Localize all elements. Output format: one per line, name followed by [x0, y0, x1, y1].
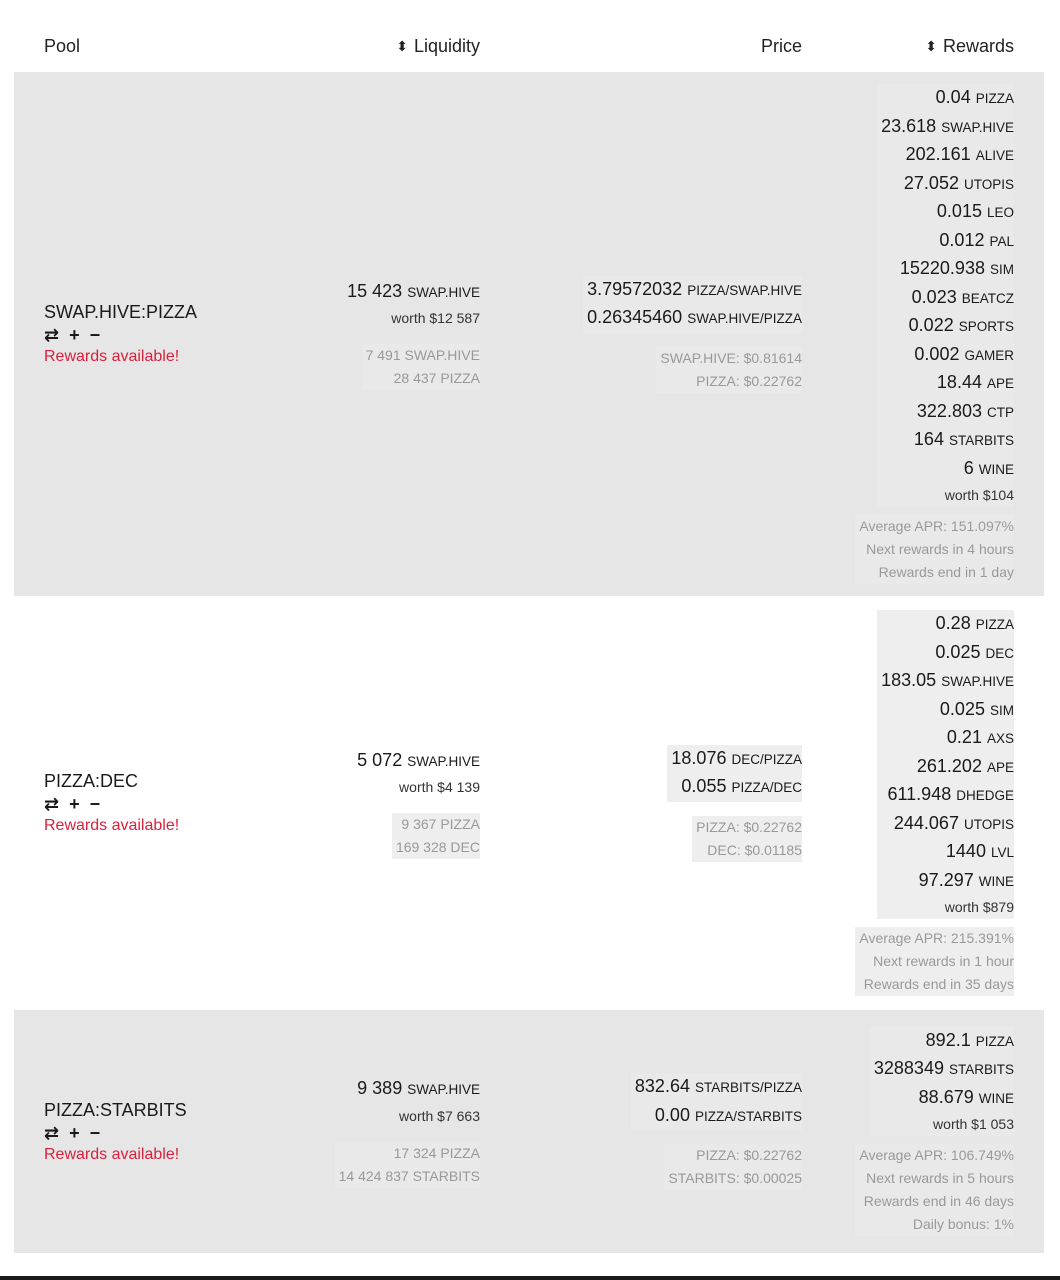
reward-symbol: UTOPIS — [963, 176, 1014, 192]
reward-amount: 892.1 — [925, 1029, 971, 1050]
rewards-list — [877, 610, 1014, 919]
price-pair: DEC/PIZZA — [731, 751, 802, 767]
price-value: 0.055 — [681, 776, 727, 796]
reward-item — [881, 455, 1014, 484]
reward-amount: 6 — [963, 457, 974, 478]
reward-symbol: SWAP.HIVE — [941, 119, 1014, 135]
footer-divider — [0, 1276, 1060, 1280]
reward-amount: 611.948 — [887, 784, 952, 804]
header-liquidity-label: Liquidity — [413, 36, 480, 56]
rewards-worth: worth $879 — [944, 899, 1014, 915]
rewards-info — [855, 515, 1014, 584]
reward-item — [881, 867, 1014, 896]
reward-amount: 0.025 — [935, 641, 981, 662]
reward-item — [881, 838, 1014, 867]
reward-amount: 0.022 — [908, 315, 954, 335]
reward-symbol: APE — [986, 376, 1014, 391]
reward-symbol: STARBITS — [948, 1062, 1014, 1078]
remove-liquidity-icon[interactable]: − — [89, 794, 101, 814]
price-pair: PIZZA/DEC — [731, 780, 802, 795]
remove-liquidity-icon[interactable]: − — [89, 325, 101, 345]
usd-price-1: PIZZA: $0.22762 — [696, 818, 802, 835]
rewards-cell — [714, 596, 1014, 1010]
usd-price-1: SWAP.HIVE: $0.81614 — [660, 349, 802, 366]
liquidity-cell — [220, 596, 480, 1010]
rewards-info-line: Average APR: 151.097% — [859, 518, 1014, 534]
reward-amount: 1440 — [945, 841, 986, 861]
liquidity-symbol: SWAP.HIVE — [407, 753, 480, 769]
price-pair: SWAP.HIVE/PIZZA — [687, 311, 802, 326]
reward-item — [881, 696, 1014, 725]
rewards-available-link[interactable]: Rewards available! — [44, 817, 180, 834]
sort-icon[interactable]: ⬍ — [925, 38, 937, 54]
swap-icon[interactable]: ⇄ — [44, 325, 60, 345]
reserve-2: 28 437 PIZZA — [393, 370, 480, 387]
rewards-info — [855, 1144, 1014, 1236]
reward-amount: 164 — [913, 429, 944, 449]
reward-item — [881, 113, 1014, 142]
reward-item — [881, 312, 1014, 341]
reward-symbol: SPORTS — [958, 319, 1014, 334]
liquidity-symbol: SWAP.HIVE — [407, 284, 480, 300]
pool-name[interactable]: PIZZA:DEC — [44, 771, 139, 791]
usd-price-2: PIZZA: $0.22762 — [696, 372, 802, 389]
header-pool: Pool — [44, 36, 81, 56]
price-pair: PIZZA/SWAP.HIVE — [687, 282, 802, 298]
pools-table — [14, 26, 1044, 1253]
liquidity-symbol: SWAP.HIVE — [407, 1082, 480, 1098]
reward-symbol: CTP — [987, 404, 1014, 420]
reward-symbol: WINE — [978, 461, 1014, 477]
liquidity-worth: worth $12 587 — [391, 310, 480, 327]
rewards-info-line: Next rewards in 1 hour — [873, 953, 1014, 969]
rewards-info — [855, 927, 1014, 996]
swap-icon[interactable]: ⇄ — [44, 794, 60, 814]
liquidity-amount — [357, 747, 480, 776]
header-rewards[interactable] — [925, 36, 1014, 57]
rewards-info-line: Rewards end in 35 days — [863, 976, 1014, 992]
reward-symbol: BEATCZ — [961, 290, 1014, 306]
table-row — [14, 72, 1044, 596]
rewards-list — [870, 1027, 1014, 1137]
reward-amount: 0.012 — [939, 229, 985, 250]
liquidity-cell — [220, 72, 480, 596]
reserve-1: 7 491 SWAP.HIVE — [365, 347, 480, 364]
rewards-info-line: Daily bonus: 1% — [912, 1216, 1014, 1233]
reward-symbol: DHEDGE — [956, 788, 1014, 803]
reward-item — [881, 341, 1014, 370]
add-liquidity-icon[interactable]: + — [69, 794, 80, 814]
reserve-1: 9 367 PIZZA — [401, 816, 480, 833]
reward-symbol: LEO — [986, 205, 1014, 220]
reward-item — [881, 753, 1014, 782]
price-value: 832.64 — [634, 1076, 690, 1096]
rewards-info-line: Average APR: 215.391% — [859, 930, 1014, 946]
reward-amount: 0.015 — [936, 201, 982, 221]
reserve-2: 169 328 DEC — [395, 839, 480, 856]
reward-symbol: UTOPIS — [963, 816, 1014, 832]
reward-item — [881, 810, 1014, 839]
reward-item — [881, 610, 1014, 639]
usd-price-1: PIZZA: $0.22762 — [696, 1147, 802, 1163]
rewards-cell — [714, 72, 1014, 596]
reward-symbol: PIZZA — [975, 617, 1014, 632]
reward-amount: 0.023 — [911, 286, 957, 307]
reward-amount: 23.618 — [881, 115, 937, 136]
reward-symbol: LVL — [990, 845, 1014, 860]
reward-symbol: AXS — [986, 731, 1014, 746]
liquidity-value: 15 423 — [347, 280, 403, 301]
table-row — [14, 1010, 1044, 1253]
reward-amount: 0.21 — [946, 727, 982, 747]
liquidity-reserves — [392, 813, 480, 859]
rewards-available-link[interactable]: Rewards available! — [44, 348, 180, 365]
reward-symbol: PAL — [989, 233, 1014, 249]
price-pair: PIZZA/STARBITS — [694, 1108, 802, 1124]
reward-amount: 0.025 — [939, 698, 985, 719]
liquidity-value: 5 072 — [357, 749, 403, 770]
sort-icon[interactable]: ⬍ — [396, 38, 408, 54]
reward-item — [881, 170, 1014, 199]
reward-item — [881, 369, 1014, 398]
reward-symbol: ALIVE — [975, 148, 1014, 163]
reward-symbol: GAMER — [964, 347, 1014, 363]
add-liquidity-icon[interactable]: + — [69, 325, 80, 345]
rewards-info-line: Rewards end in 46 days — [863, 1193, 1014, 1210]
reward-symbol: SIM — [989, 262, 1014, 277]
reward-item — [881, 141, 1014, 170]
reward-amount: 202.161 — [905, 144, 971, 164]
reward-symbol: APE — [986, 759, 1014, 775]
reward-symbol: DEC — [985, 645, 1014, 661]
liquidity-reserves — [335, 1142, 480, 1188]
pool-name[interactable]: PIZZA:STARBITS — [44, 1099, 187, 1120]
reserve-1: 17 324 PIZZA — [393, 1144, 480, 1161]
reward-item — [881, 198, 1014, 227]
rewards-info-line: Rewards end in 1 day — [878, 564, 1014, 580]
header-rewards-label: Rewards — [942, 36, 1014, 56]
reward-symbol: SWAP.HIVE — [941, 674, 1014, 689]
price-value: 3.79572032 — [587, 278, 683, 299]
reward-symbol: SIM — [989, 702, 1014, 718]
price-value: 0.26345460 — [587, 307, 683, 327]
reward-item — [881, 255, 1014, 284]
reward-item — [881, 639, 1014, 668]
reserve-2: 14 424 837 STARBITS — [338, 1167, 480, 1184]
liquidity-reserves — [362, 344, 480, 390]
liquidity-worth: worth $7 663 — [399, 1107, 480, 1124]
reward-item — [881, 781, 1014, 810]
price-value: 18.076 — [671, 747, 727, 768]
rewards-worth: worth $104 — [944, 487, 1014, 503]
rewards-cell — [714, 1010, 1014, 1253]
reward-item — [881, 724, 1014, 753]
reward-amount: 261.202 — [916, 755, 982, 776]
header-liquidity[interactable] — [396, 36, 480, 57]
reward-symbol: STARBITS — [948, 433, 1014, 448]
reward-amount: 18.44 — [936, 372, 982, 392]
liquidity-amount — [347, 278, 480, 307]
add-liquidity-icon[interactable]: + — [69, 1122, 80, 1143]
reward-amount: 183.05 — [881, 670, 937, 690]
reward-item — [874, 1055, 1014, 1084]
table-header — [14, 26, 1044, 72]
rewards-info-line: Average APR: 106.749% — [859, 1147, 1014, 1164]
reward-amount: 0.28 — [935, 613, 971, 633]
reward-symbol: PIZZA — [975, 91, 1014, 106]
rewards-worth: worth $1 053 — [933, 1116, 1014, 1133]
reward-amount: 0.002 — [914, 343, 960, 364]
price-pair: STARBITS/PIZZA — [694, 1080, 802, 1095]
liquidity-cell — [220, 1010, 480, 1253]
reward-symbol: WINE — [978, 1090, 1014, 1106]
reward-amount: 3288349 — [873, 1058, 944, 1079]
reward-amount: 97.297 — [918, 869, 974, 890]
reward-symbol: PIZZA — [975, 1033, 1014, 1049]
table-row — [14, 596, 1044, 1010]
reward-item — [881, 84, 1014, 113]
rewards-info-line: Next rewards in 4 hours — [866, 541, 1014, 557]
reward-item — [881, 398, 1014, 427]
liquidity-worth: worth $4 139 — [399, 779, 480, 796]
reward-amount: 322.803 — [916, 400, 982, 421]
reward-item — [874, 1027, 1014, 1056]
swap-icon[interactable]: ⇄ — [44, 1122, 60, 1143]
usd-price-2: DEC: $0.01185 — [707, 841, 802, 858]
rewards-info-line: Next rewards in 5 hours — [866, 1170, 1014, 1187]
liquidity-value: 9 389 — [357, 1078, 403, 1099]
reward-amount: 88.679 — [918, 1086, 974, 1107]
reward-amount: 27.052 — [903, 172, 959, 193]
liquidity-amount — [357, 1075, 480, 1104]
reward-amount: 15220.938 — [899, 258, 985, 278]
rewards-list — [877, 84, 1014, 507]
reward-item — [881, 227, 1014, 256]
header-price: Price — [760, 36, 802, 56]
remove-liquidity-icon[interactable]: − — [89, 1122, 101, 1143]
usd-price-2: STARBITS: $0.00025 — [668, 1170, 802, 1186]
reward-symbol: WINE — [978, 873, 1014, 889]
price-value: 0.00 — [654, 1104, 690, 1125]
reward-amount: 244.067 — [893, 812, 959, 833]
reward-item — [881, 667, 1014, 696]
rewards-available-link[interactable]: Rewards available! — [44, 1145, 180, 1163]
reward-amount: 0.04 — [935, 87, 971, 107]
reward-item — [874, 1084, 1014, 1113]
reward-item — [881, 284, 1014, 313]
pool-name[interactable]: SWAP.HIVE:PIZZA — [44, 302, 198, 322]
reward-item — [881, 426, 1014, 455]
